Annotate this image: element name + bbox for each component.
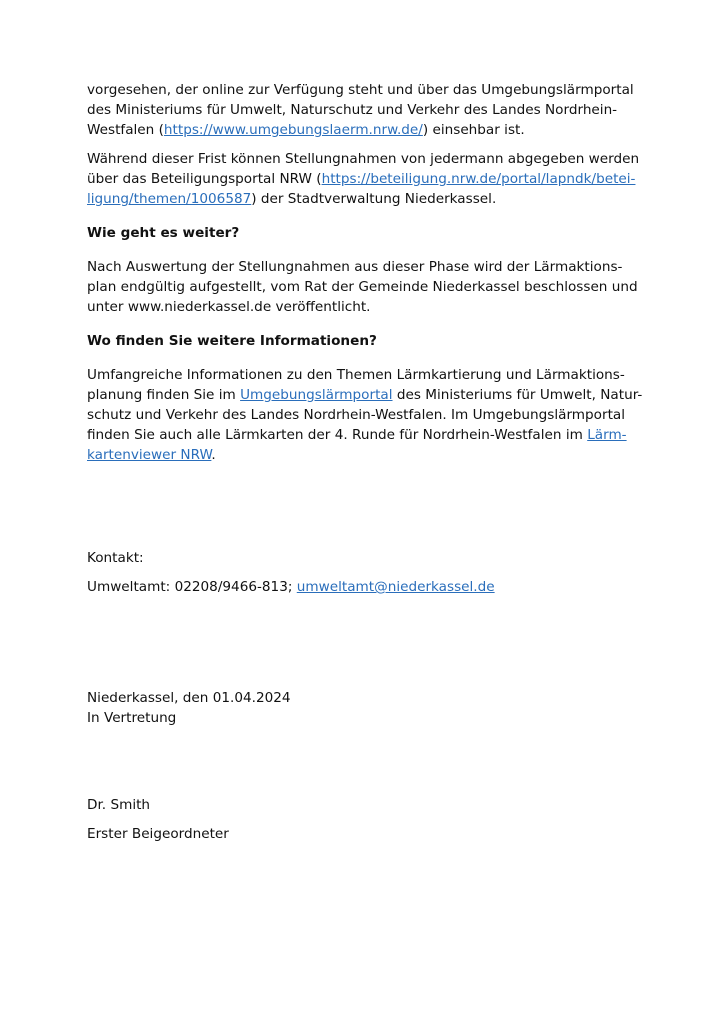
text-line: des Ministeriums für Umwelt, Naturschutz und Verkehr des Landes Nordrhein-	[87, 102, 618, 118]
paragraph-portal	[87, 80, 647, 140]
text-line: .	[211, 447, 216, 463]
heading-wie-geht-es-weiter: Wie geht es weiter?	[87, 225, 240, 241]
laermkartenviewer-link-part1[interactable]: Lärm-	[587, 427, 627, 443]
signatory-title: Erster Beigeordneter	[87, 826, 229, 842]
umgebungslaermportal-link[interactable]: Umgebungslärmportal	[240, 387, 393, 403]
text-line: planung finden Sie im	[87, 387, 241, 403]
heading-weitere-informationen: Wo finden Sie weitere Informationen?	[87, 333, 377, 349]
text-line: Nach Auswertung der Stellungnahmen aus dieser Phase wird der Lärmaktions-	[87, 259, 623, 275]
text-line: unter www.niederkassel.de veröffentlicht.	[87, 299, 371, 315]
text-line: Westfalen (	[87, 122, 164, 138]
signatory-name: Dr. Smith	[87, 797, 151, 813]
document-page	[87, 80, 647, 844]
paragraph-auswertung	[87, 257, 647, 317]
beteiligung-link-part1[interactable]: https://beteiligung.nrw.de/portal/lapndk/betei-	[321, 171, 636, 187]
contact-phone: Umweltamt: 02208/9466-813;	[87, 579, 297, 595]
text-line: ) einsehbar ist.	[422, 122, 525, 138]
place-date: Niederkassel, den 01.04.2024	[87, 690, 291, 706]
text-line: vorgesehen, der online zur Verfügung steht und über das Umgebungslärmportal	[87, 82, 634, 98]
text-line: ) der Stadtverwaltung Niederkassel.	[251, 191, 497, 207]
beteiligung-link-part2[interactable]: ligung/themen/1006587	[87, 191, 252, 207]
laermkartenviewer-link-part2[interactable]: kartenviewer NRW	[87, 447, 212, 463]
in-vertretung: In Vertretung	[87, 710, 177, 726]
text-line: Umfangreiche Informationen zu den Themen Lärmkartierung und Lärmaktions-	[87, 367, 625, 383]
paragraph-informationen	[87, 365, 647, 465]
contact-line	[87, 577, 647, 597]
text-line: schutz und Verkehr des Landes Nordrhein-Westfalen. Im Umgebungslärmportal	[87, 407, 626, 423]
paragraph-frist	[87, 149, 647, 209]
umgebungslaerm-link[interactable]: https://www.umgebungslaerm.nrw.de/	[163, 122, 423, 138]
text-line: finden Sie auch alle Lärmkarten der 4. Runde für Nordrhein-Westfalen im	[87, 427, 588, 443]
contact-label: Kontakt:	[87, 550, 144, 566]
text-line: plan endgültig aufgestellt, vom Rat der Gemeinde Niederkassel beschlossen und	[87, 279, 638, 295]
text-line: Während dieser Frist können Stellungnahmen von jedermann abgegeben werden	[87, 151, 640, 167]
text-line: über das Beteiligungsportal NRW (	[87, 171, 322, 187]
email-link[interactable]: umweltamt@niederkassel.de	[296, 579, 495, 595]
text-line: des Ministeriums für Umwelt, Natur-	[392, 387, 643, 403]
